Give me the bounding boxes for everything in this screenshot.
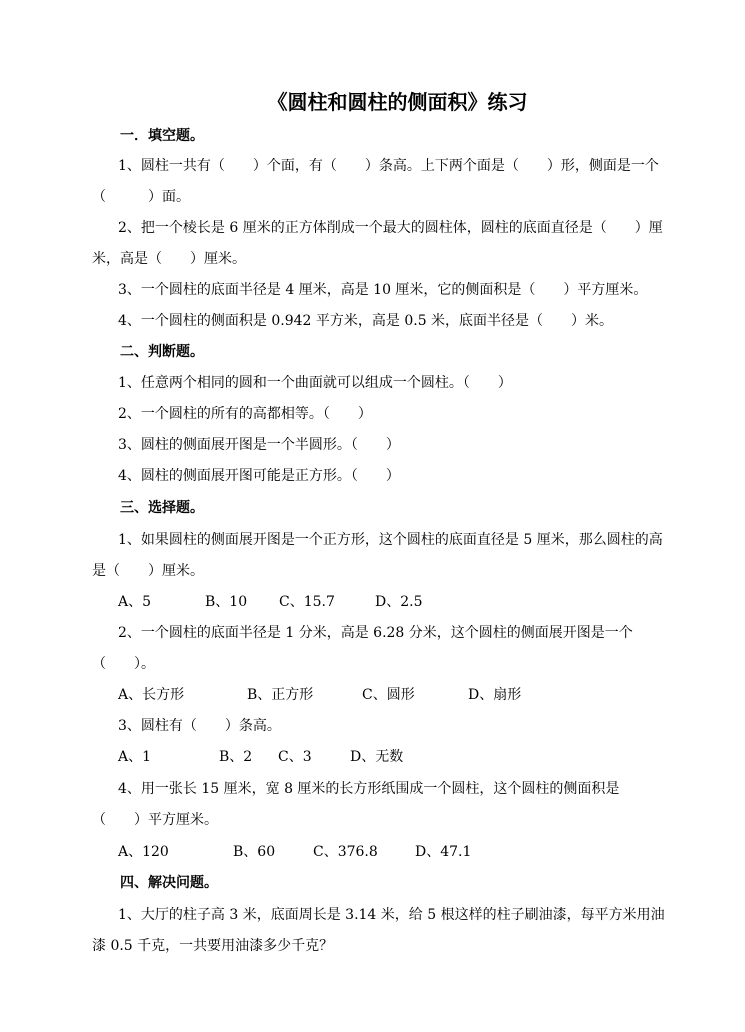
- page-title: 《圆柱和圆柱的侧面积》练习: [267, 90, 528, 114]
- option-c: C、15.7: [279, 594, 335, 610]
- choice-question-2-line-1: 2、一个圆柱的底面半径是 1 分米，高是 6.28 分米，这个圆柱的侧面展开图是一个: [118, 625, 633, 641]
- fill-question-1-line-2: （ ）面。: [92, 189, 190, 205]
- choice-question-4-line-1: 4、用一张长 15 厘米，宽 8 厘米的长方形纸围成一个圆柱，这个圆柱的侧面积是: [118, 781, 620, 797]
- option-b: B、10: [205, 594, 248, 610]
- solve-question-1-line-1: 1、大厅的柱子高 3 米，底面周长是 3.14 米，给 5 根这样的柱子刷油漆，每平方米用油: [118, 907, 665, 923]
- option-a: A、长方形: [118, 687, 185, 703]
- option-b: B、正方形: [247, 687, 314, 703]
- option-b: B、60: [233, 844, 276, 860]
- choice-question-4-line-2: （ ）平方厘米。: [92, 812, 218, 828]
- solve-question-1-line-2: 漆 0.5 千克，一共要用油漆多少千克？: [92, 938, 334, 954]
- choice-question-3: 3、圆柱有（ ）条高。: [118, 718, 281, 734]
- section-heading-choice: 三、选择题。: [120, 500, 204, 516]
- fill-question-2-line-1: 2、把一个棱长是 6 厘米的正方体削成一个最大的圆柱体，圆柱的底面直径是（ ）厘: [118, 220, 663, 236]
- fill-question-3: 3、一个圆柱的底面半径是 4 厘米，高是 10 厘米，它的侧面积是（ ）平方厘米。: [118, 282, 648, 298]
- option-d: D、无数: [350, 749, 404, 765]
- option-c: C、376.8: [313, 844, 378, 860]
- option-d: D、2.5: [375, 594, 423, 610]
- option-d: D、扇形: [468, 687, 522, 703]
- choice-question-1-line-1: 1、如果圆柱的侧面展开图是一个正方形，这个圆柱的底面直径是 5 厘米，那么圆柱的高: [118, 532, 663, 548]
- option-c: C、3: [278, 749, 312, 765]
- section-heading-fill: 一．填空题。: [120, 128, 204, 144]
- judge-question-3: 3、圆柱的侧面展开图是一个半圆形。（ ）: [118, 437, 400, 453]
- judge-question-1: 1、任意两个相同的圆和一个曲面就可以组成一个圆柱。（ ）: [118, 375, 512, 391]
- judge-question-4: 4、圆柱的侧面展开图可能是正方形。（ ）: [118, 468, 400, 484]
- choice-question-2-line-2: （ ）。: [92, 656, 155, 672]
- option-a: A、1: [118, 749, 152, 765]
- section-heading-judge: 二、判断题。: [120, 344, 204, 360]
- judge-question-2: 2、一个圆柱的所有的高都相等。（ ）: [118, 406, 372, 422]
- option-a: A、120: [118, 844, 169, 860]
- fill-question-4: 4、一个圆柱的侧面积是 0.942 平方米，高是 0.5 米，底面半径是（ ）米。: [118, 313, 614, 329]
- option-a: A、5: [118, 594, 152, 610]
- choice-question-1-line-2: 是（ ）厘米。: [92, 563, 204, 579]
- fill-question-1-line-1: 1、圆柱一共有（ ）个面，有（ ）条高。上下两个面是（ ）形，侧面是一个: [118, 158, 659, 174]
- option-b: B、2: [219, 749, 253, 765]
- option-c: C、圆形: [362, 687, 415, 703]
- fill-question-2-line-2: 米，高是（ ）厘米。: [92, 251, 246, 267]
- option-d: D、47.1: [415, 844, 472, 860]
- section-heading-solve: 四、解决问题。: [120, 875, 218, 891]
